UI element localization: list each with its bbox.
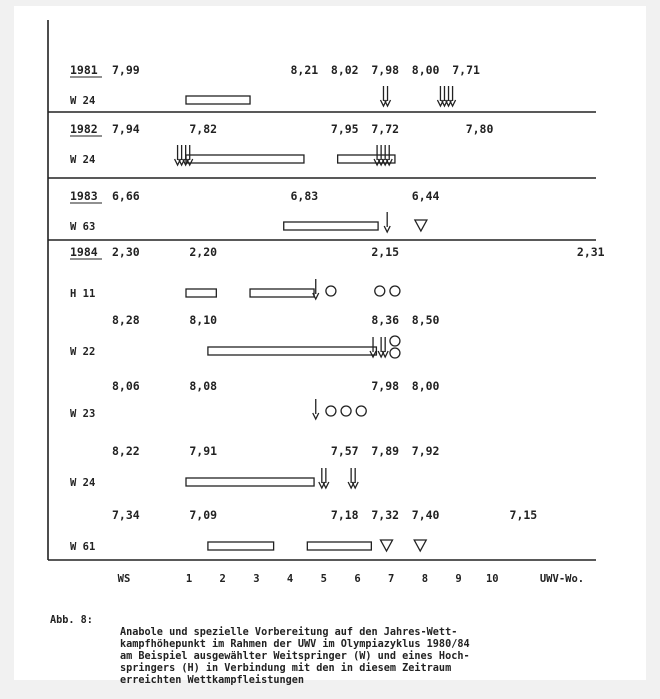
x-axis-label: 3: [253, 573, 260, 585]
year-label-1984: 1984: [70, 245, 98, 259]
competition-circle: [390, 336, 400, 346]
performance-value: 7,71: [452, 63, 480, 77]
x-axis-label: 5: [320, 573, 327, 585]
performance-value: 7,80: [465, 122, 494, 136]
performance-value: 8,21: [290, 63, 319, 77]
competition-triangle: [414, 540, 426, 551]
athlete-label: W 24: [70, 95, 96, 107]
performance-value: 7,09: [189, 508, 218, 522]
performance-value: 7,98: [371, 63, 400, 77]
performance-value: 8,22: [112, 444, 140, 458]
competition-triangle: [415, 220, 427, 231]
phase-bar: [186, 96, 250, 104]
performance-value: 7,89: [371, 444, 400, 458]
performance-value: 8,02: [330, 63, 359, 77]
performance-value: 7,57: [330, 444, 359, 458]
phase-bar: [186, 155, 304, 163]
athlete-label: W 23: [70, 408, 96, 420]
performance-value: 6,44: [411, 189, 440, 203]
competition-circle: [326, 286, 336, 296]
performance-value: 6,66: [112, 189, 140, 203]
x-axis-label: 10: [485, 573, 499, 585]
athlete-label: W 63: [70, 221, 96, 233]
athlete-label: W 22: [70, 346, 96, 358]
performance-value: 7,95: [330, 122, 359, 136]
phase-bar: [250, 289, 314, 297]
performance-value: 2,20: [189, 245, 218, 259]
performance-value: 8,06: [112, 379, 140, 393]
x-axis-label: 6: [354, 573, 361, 585]
phase-bar: [284, 222, 378, 230]
competition-circle: [375, 286, 385, 296]
performance-value: 7,34: [112, 508, 140, 522]
phase-bar: [186, 289, 216, 297]
phase-bar: [307, 542, 371, 550]
figure-page: [14, 6, 646, 686]
performance-value: 2,31: [576, 245, 605, 259]
timeline-figure: [14, 6, 646, 596]
performance-value: 7,32: [371, 508, 400, 522]
competition-circle: [326, 406, 336, 416]
caption-label: Abb. 8:: [50, 615, 93, 626]
performance-value: 7,98: [371, 379, 400, 393]
x-axis-label: WS: [117, 573, 131, 585]
performance-value: 8,08: [189, 379, 218, 393]
performance-value: 8,10: [189, 313, 218, 327]
x-axis-label: 9: [455, 573, 462, 585]
competition-circle: [341, 406, 351, 416]
year-label-1981: 1981: [70, 63, 98, 77]
performance-value: 7,94: [112, 122, 140, 136]
performance-value: 8,28: [112, 313, 140, 327]
competition-triangle: [381, 540, 393, 551]
year-label-1983: 1983: [70, 189, 98, 203]
phase-bar: [208, 347, 377, 355]
performance-value: 7,40: [411, 508, 440, 522]
performance-value: 7,72: [371, 122, 400, 136]
caption-text: Anabole und spezielle Vorbereitung auf den Jahres-Wett- kampfhöhepunkt im Rahmen der UWV im Olympiazyklus 1980/84 am Beispiel ausgewählter Weitspringer (W) und eines Hoch- springers (H) in Verbindung mit den in diesem Zeitraum erreichten Wettkampfleistungen: [120, 627, 470, 686]
athlete-label: W 24: [70, 477, 96, 489]
x-axis-label: 8: [421, 573, 429, 585]
performance-value: 7,91: [189, 444, 218, 458]
x-axis-label: UWV-Wo.: [539, 573, 585, 585]
performance-value: 8,36: [371, 313, 400, 327]
performance-value: 7,99: [112, 63, 140, 77]
performance-value: 6,83: [290, 189, 319, 203]
performance-value: 7,18: [330, 508, 359, 522]
competition-circle: [390, 348, 400, 358]
competition-circle: [356, 406, 366, 416]
performance-value: 8,50: [411, 313, 440, 327]
athlete-label: H 11: [70, 288, 96, 300]
figure-caption: [50, 603, 610, 699]
x-axis-label: 2: [219, 573, 226, 585]
athlete-label: W 24: [70, 154, 96, 166]
performance-value: 2,15: [371, 245, 400, 259]
performance-value: 7,15: [509, 508, 538, 522]
phase-bar: [208, 542, 274, 550]
performance-value: 8,00: [411, 63, 440, 77]
performance-value: 8,00: [411, 379, 440, 393]
phase-bar: [186, 478, 314, 486]
performance-value: 2,30: [112, 245, 140, 259]
x-axis-label: 1: [185, 573, 193, 585]
competition-circle: [390, 286, 400, 296]
year-label-1982: 1982: [70, 122, 98, 136]
x-axis-label: 7: [388, 573, 395, 585]
x-axis-label: 4: [286, 573, 294, 585]
performance-value: 7,92: [411, 444, 440, 458]
performance-value: 7,82: [189, 122, 218, 136]
athlete-label: W 61: [70, 541, 96, 553]
